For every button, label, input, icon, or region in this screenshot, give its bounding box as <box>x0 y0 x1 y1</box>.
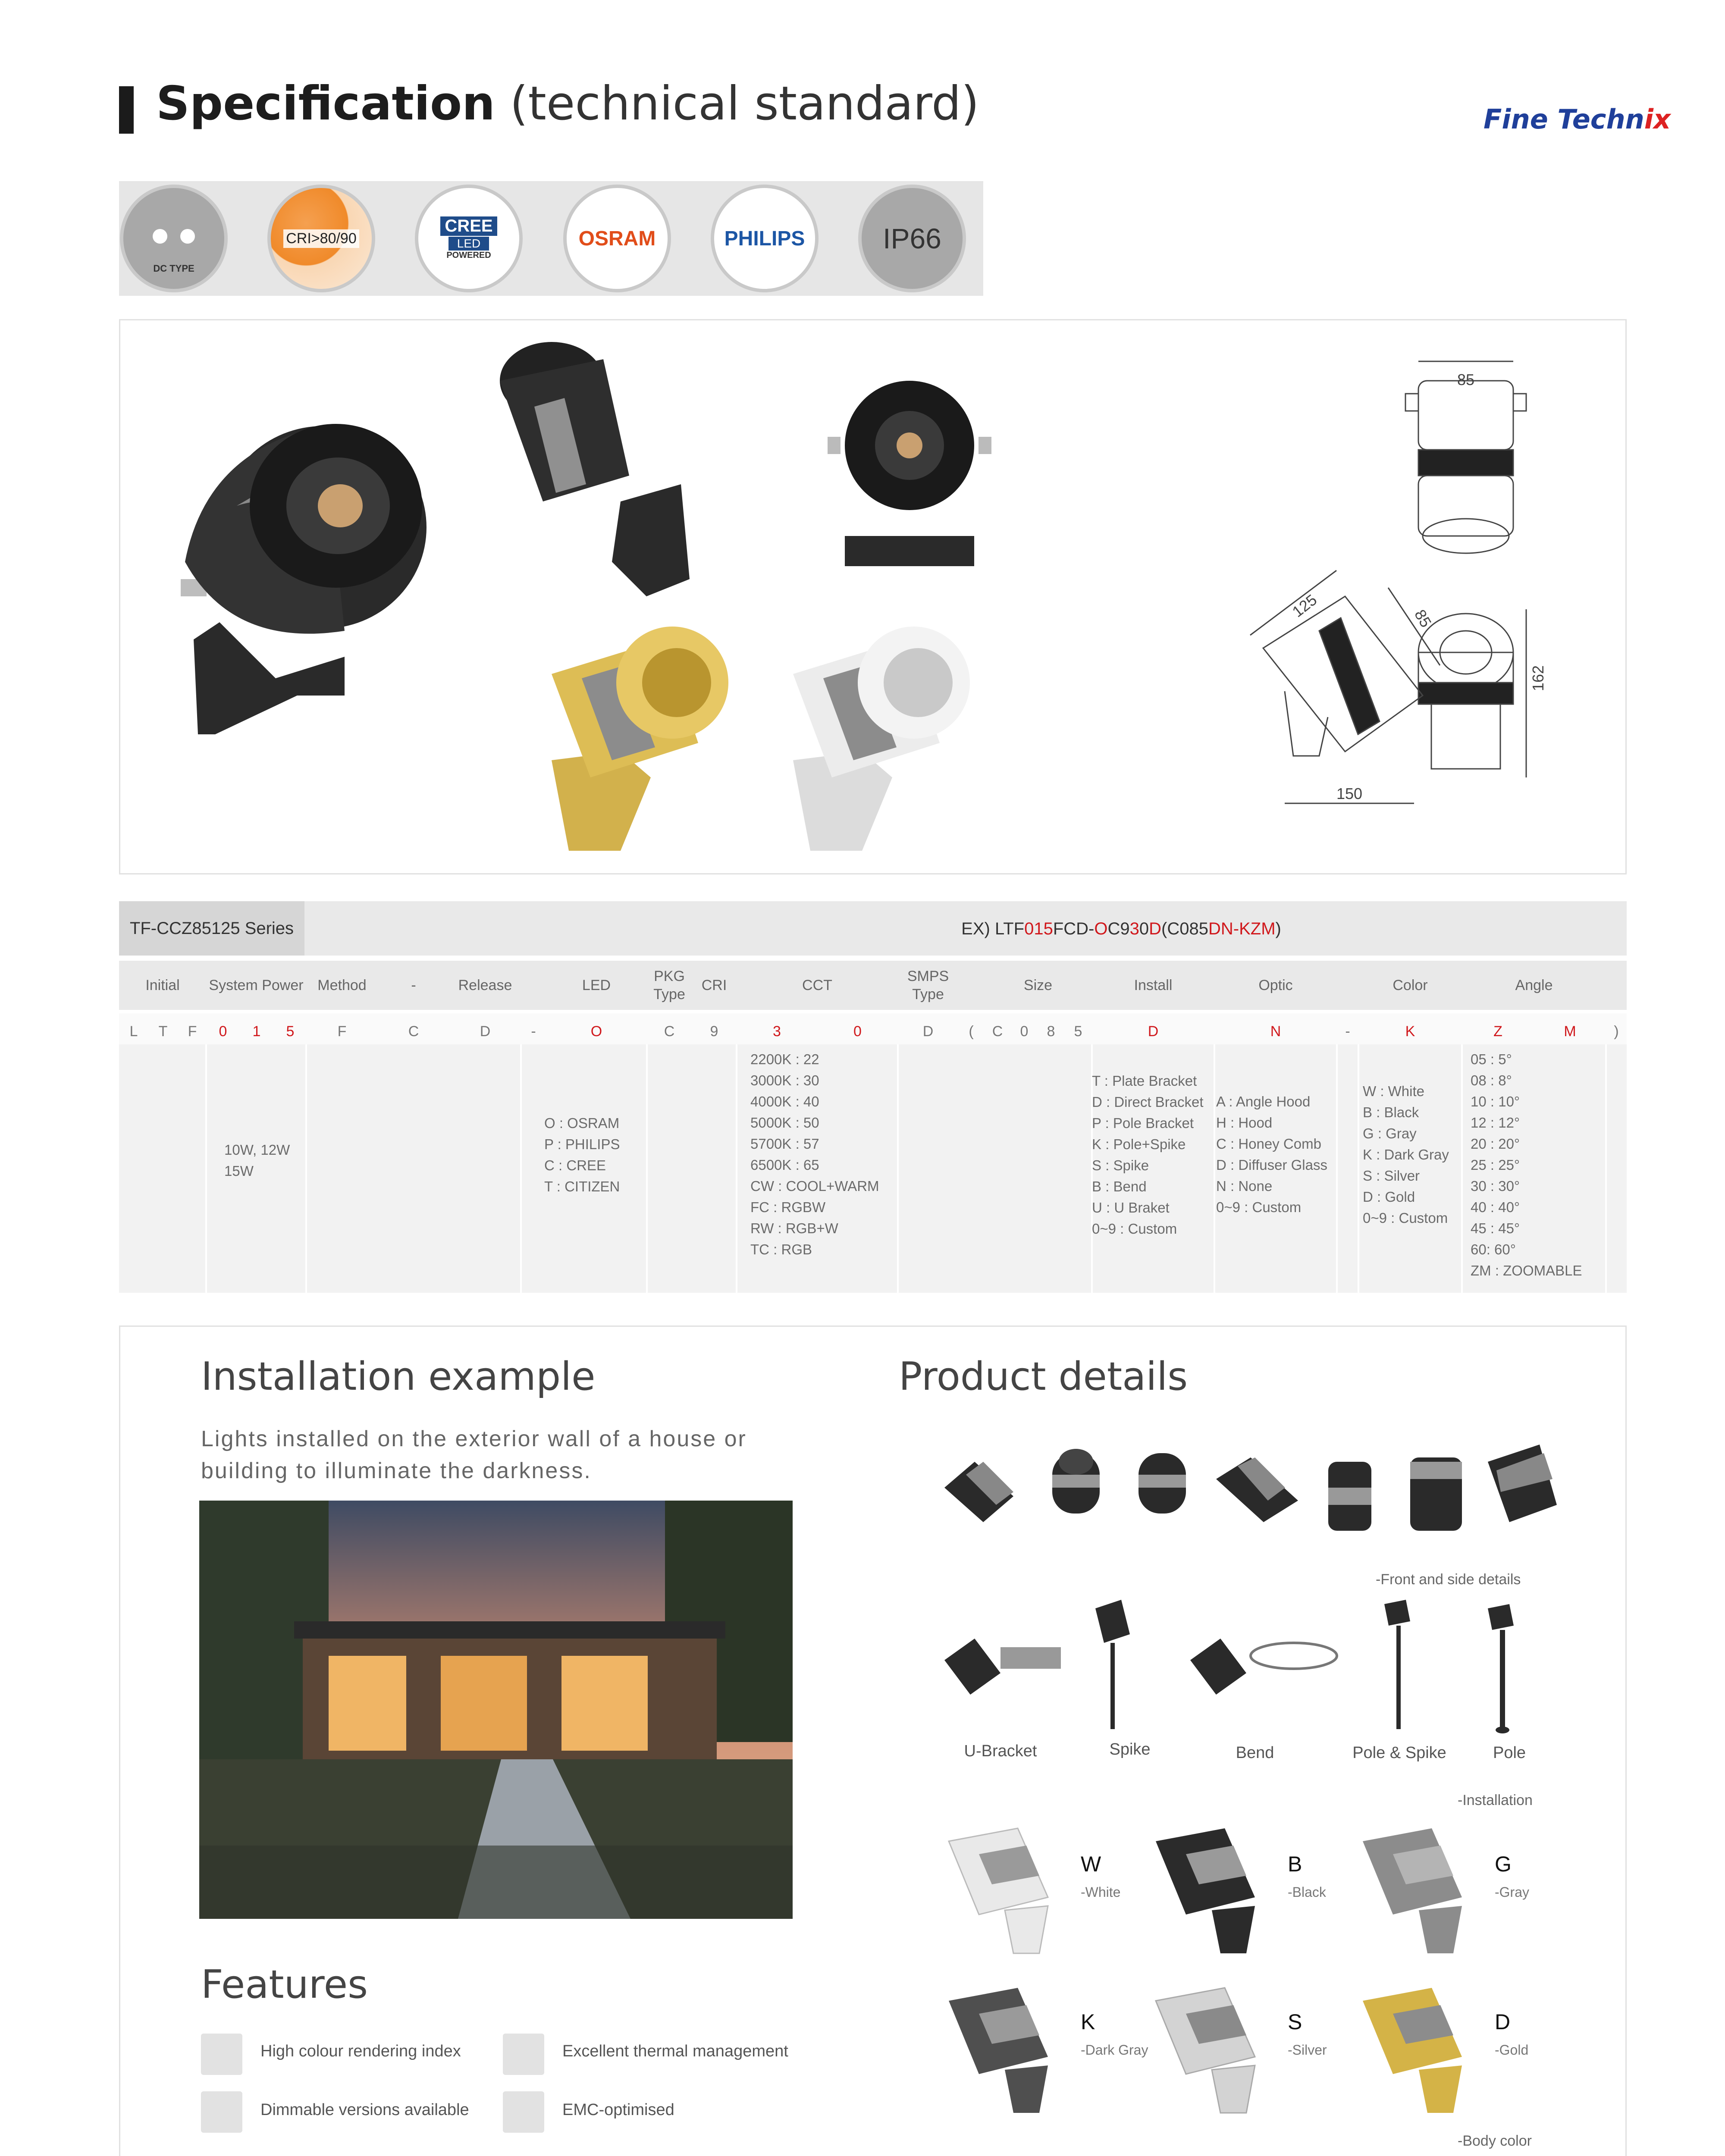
white-body-image <box>949 1828 1048 1953</box>
code-cell: - <box>531 1023 536 1040</box>
osram-badge <box>563 185 671 292</box>
code-cell: 0 <box>219 1023 227 1040</box>
cree-badge <box>415 185 523 292</box>
product-details-title: Product details <box>899 1354 1188 1399</box>
header-cct: CCT <box>802 977 832 993</box>
osram-label: OSRAM <box>578 227 656 250</box>
code-cell: Z <box>1493 1023 1502 1040</box>
header-color: Color <box>1393 977 1428 993</box>
install-caption: -Installation <box>1458 1792 1533 1808</box>
code-cell: 5 <box>1074 1023 1082 1040</box>
feature-item: Dimmable versions available <box>260 2101 469 2119</box>
header-system-power: System Power <box>209 977 304 993</box>
dim-top-width: 85 <box>1457 371 1475 389</box>
install-item-label: Spike <box>1109 1740 1151 1758</box>
product-images-panel <box>119 319 1627 874</box>
color-code: B <box>1288 1852 1302 1876</box>
code-cell: ) <box>1614 1023 1619 1040</box>
color-name: -Dark Gray <box>1081 2042 1148 2058</box>
installation-title: Installation example <box>201 1354 596 1399</box>
code-cell: O <box>590 1023 602 1040</box>
color-code: G <box>1495 1852 1512 1876</box>
black-spotlight-angle-image <box>500 342 690 596</box>
cree-led-label: LED <box>448 237 489 251</box>
header-cri: CRI <box>701 977 727 993</box>
color-name: -Gold <box>1495 2042 1529 2058</box>
feature-item: High colour rendering index <box>260 2042 461 2060</box>
install-item-label: Pole <box>1493 1744 1526 1762</box>
cree-label: CREE <box>440 216 497 236</box>
gray-body-image <box>1363 1828 1462 1953</box>
installation-photo <box>199 1501 793 1919</box>
page-title: Specification (technical standard) <box>156 77 979 131</box>
install-options: T : Plate Bracket D : Direct Bracket P : Pole Bracket K : Pole+Spike S : Spike B : Bend U : U Braket 0~9 : Custom <box>1092 1073 1204 1237</box>
cri-badge <box>267 185 375 292</box>
header-release: Release <box>458 977 512 993</box>
code-cell: 1 <box>252 1023 261 1040</box>
header-blank-3 <box>1337 961 1358 1010</box>
install-item-label: Bend <box>1236 1744 1274 1762</box>
dc-type-label: DC TYPE <box>153 263 194 274</box>
code-cell: - <box>1345 1023 1350 1040</box>
power-options: 10W, 12W 15W <box>224 1142 290 1179</box>
dim-side-b: 85 <box>1411 606 1435 630</box>
cri-feature-icon <box>201 2034 242 2075</box>
header-led: LED <box>582 977 611 993</box>
title-accent-bar <box>119 86 134 134</box>
color-name: -Silver <box>1288 2042 1327 2058</box>
header-optic: Optic <box>1258 977 1293 993</box>
ip66-label: IP66 <box>883 222 941 254</box>
header-blank-1 <box>521 961 546 1010</box>
brand-logo: Fine Technix <box>1484 103 1671 135</box>
code-cell: M <box>1564 1023 1576 1040</box>
led-options: O : OSRAM P : PHILIPS C : CREE T : CITIZEN <box>544 1115 620 1194</box>
header-install: Install <box>1134 977 1173 993</box>
silver-spotlight-image <box>793 627 970 851</box>
installation-text: Lights installed on the exterior wall of a house or building to illuminate the darkness. <box>201 1426 747 1483</box>
header-size: Size <box>1023 977 1053 993</box>
header-method: Method <box>317 977 367 993</box>
black-spotlight-front-image <box>828 381 991 566</box>
silver-body-image <box>1156 1988 1255 2113</box>
code-cell: C <box>992 1023 1003 1040</box>
example-code: EX) LTF015FCD-OC930D(C085DN-KZM) <box>961 919 1281 938</box>
code-cell: C <box>664 1023 675 1040</box>
body-color-thumbnails <box>940 1824 1587 2134</box>
optic-options: A : Angle Hood H : Hood C : Honey Comb D : Diffuser Glass N : None 0~9 : Custom <box>1216 1094 1327 1215</box>
color-code: W <box>1081 1852 1101 1876</box>
cree-powered-label: POWERED <box>446 251 491 260</box>
code-cell: T <box>158 1023 168 1040</box>
feature-item: EMC-optimised <box>562 2101 674 2119</box>
front-caption: -Front and side details <box>1376 1571 1521 1588</box>
dim-side-a: 125 <box>1289 591 1320 621</box>
color-code: S <box>1288 2010 1302 2034</box>
dim-height: 162 <box>1529 665 1547 691</box>
install-item-label: U-Bracket <box>964 1742 1037 1760</box>
emc-feature-icon <box>503 2091 544 2133</box>
header-angle: Angle <box>1515 977 1553 993</box>
dc-plug-icon <box>153 229 195 244</box>
header-dash: - <box>411 977 416 993</box>
color-options: W : White B : Black G : Gray K : Dark Gray S : Silver D : Gold 0~9 : Custom <box>1363 1083 1449 1226</box>
installation-thumbnails <box>940 1595 1578 1742</box>
dc-type-badge <box>120 185 228 292</box>
philips-badge <box>711 185 819 292</box>
philips-label: PHILIPS <box>724 227 805 250</box>
code-cell: 5 <box>286 1023 295 1040</box>
main-spotlight-image <box>181 424 427 734</box>
code-cell: 9 <box>710 1023 718 1040</box>
code-cell: 0 <box>1020 1023 1029 1040</box>
install-item-label: Pole & Spike <box>1352 1744 1446 1762</box>
angle-options: 05 : 5° 08 : 8° 10 : 10° 12 : 12° 20 : 20° 25 : 25° 30 : 30° 40 : 40° 45 : 45° 60: 60° ZM : ZOOMABLE <box>1471 1051 1582 1279</box>
code-cell: F <box>188 1023 197 1040</box>
ip66-badge <box>858 185 966 292</box>
black-body-image <box>1156 1828 1255 1953</box>
code-cell: 8 <box>1047 1023 1055 1040</box>
code-cell: 3 <box>773 1023 781 1040</box>
code-cell: C <box>408 1023 419 1040</box>
series-label: TF-CCZ85125 Series <box>119 901 304 956</box>
gold-body-image <box>1363 1988 1462 2113</box>
code-cell: K <box>1405 1023 1415 1040</box>
product-images <box>120 320 1625 873</box>
color-name: -Black <box>1288 1884 1326 1900</box>
code-cell: D <box>922 1023 934 1040</box>
code-cell: L <box>129 1023 138 1040</box>
dimmable-feature-icon <box>201 2091 242 2133</box>
certification-badges <box>119 181 983 296</box>
header-initial: Initial <box>145 977 180 993</box>
dim-base: 150 <box>1336 785 1363 802</box>
header-smps-type: SMPS Type <box>907 968 949 1003</box>
dark-gray-body-image <box>949 1988 1048 2113</box>
cct-options: 2200K : 22 3000K : 30 4000K : 40 5000K : 50 5700K : 57 6500K : 65 CW : COOL+WARM FC : RGBW RW : RGB+W TC : RGB <box>750 1051 879 1257</box>
color-name: -Gray <box>1495 1884 1529 1900</box>
code-cell: N <box>1270 1023 1281 1040</box>
cri-label: CRI>80/90 <box>283 229 359 248</box>
front-side-thumbnails <box>940 1436 1578 1557</box>
header-blank-2 <box>958 961 984 1010</box>
code-cell: D <box>1148 1023 1159 1040</box>
color-code: K <box>1081 2010 1095 2034</box>
color-code: D <box>1495 2010 1511 2034</box>
color-caption: -Body color <box>1458 2133 1532 2149</box>
color-name: -White <box>1081 1884 1121 1900</box>
code-cell: ( <box>969 1023 974 1040</box>
technical-drawings <box>1250 361 1526 803</box>
feature-item: Excellent thermal management <box>562 2042 788 2060</box>
features-title: Features <box>201 1962 368 2007</box>
code-cell: F <box>337 1023 347 1040</box>
thermal-feature-icon <box>503 2034 544 2075</box>
header-pkg-type: PKG Type <box>653 968 685 1003</box>
code-cell: D <box>480 1023 491 1040</box>
gold-spotlight-image <box>552 627 728 851</box>
code-cell: 0 <box>853 1023 862 1040</box>
